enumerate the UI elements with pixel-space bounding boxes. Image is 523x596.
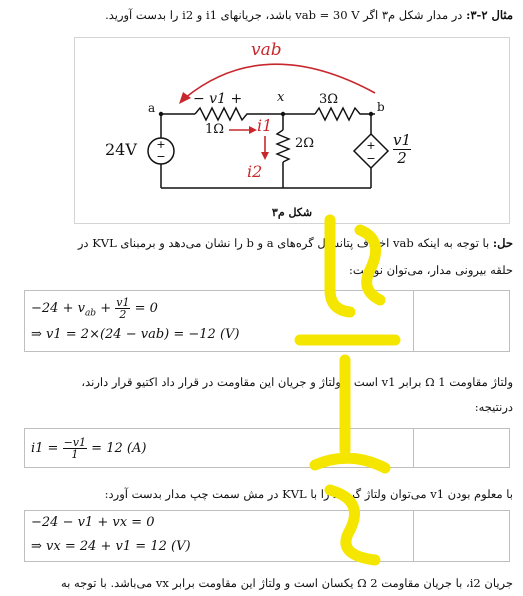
svg-text:+: +	[366, 139, 376, 152]
solution-text-1: با توجه به اینکه vab اختلاف پتانسیل گره‌های a و b را نشان می‌دهد و برمبنای KVL در	[77, 236, 490, 250]
problem-title: مثال ۲-۳:	[466, 8, 513, 22]
r1-label: 1Ω	[205, 122, 225, 137]
eq1-part-c: = 0	[130, 301, 158, 316]
eq2-fraction	[63, 437, 87, 460]
node-x-label: x	[277, 90, 285, 105]
i1-label: i1	[257, 116, 273, 135]
solution-text-5: با معلوم بودن v1 می‌توان ولتاژ گره x را با KVL در مش سمت چپ مدار بدست آورد:	[104, 487, 513, 501]
eq2-frac-num: −v1	[63, 436, 87, 449]
r2-resistor	[277, 130, 289, 162]
eq1-sub: ab	[84, 308, 97, 319]
i2-label: i2	[247, 162, 263, 181]
dep-source-num: v1	[393, 131, 412, 149]
v1-label: − v1 +	[193, 91, 243, 107]
eq1-frac-num: v1	[116, 296, 130, 309]
r2-label: 2Ω	[295, 136, 315, 151]
svg-text:−: −	[156, 150, 166, 163]
eq1-fraction	[115, 297, 130, 320]
i2-arrow	[261, 152, 269, 160]
equation-1-line-1	[31, 297, 158, 320]
eq2-prefix: i1 =	[31, 441, 63, 456]
solution-text-2: حلقه بیرونی مدار، می‌توان نوشت:	[348, 263, 513, 277]
circuit-diagram	[75, 38, 509, 223]
eq2-frac-den: 1	[71, 448, 79, 461]
circuit-figure	[74, 37, 510, 224]
r3-label: 3Ω	[319, 92, 339, 107]
solution-paragraph-1	[10, 234, 513, 253]
equation-3-line-1: −24 − v1 + vx = 0	[31, 515, 155, 530]
problem-statement	[10, 6, 513, 25]
equation-divider	[413, 291, 414, 351]
figure-caption: شکل م۳	[271, 206, 313, 219]
equation-box-2	[24, 428, 510, 468]
equation-box-3	[24, 510, 510, 562]
problem-text: در مدار شکل م۳ اگر vab = 30 V باشد، جریانهای i1 و i2 را بدست آورید.	[105, 8, 463, 22]
node-a-dot	[159, 112, 163, 116]
dep-source-label	[393, 132, 411, 167]
source-label: 24V	[105, 140, 137, 159]
r1-resistor	[195, 108, 251, 120]
svg-text:+: +	[156, 138, 166, 151]
node-b-dot	[369, 112, 373, 116]
equation-divider	[413, 511, 414, 561]
solution-text-6: جریان i2، با جریان مقاومت 2 Ω یکسان است و ولتاژ این مقاومت برابر vx می‌باشد. با توجه به	[60, 576, 513, 590]
eq1-part-b: +	[96, 301, 116, 316]
vab-label: vab	[251, 40, 282, 60]
node-x-dot	[281, 112, 285, 116]
equation-box-1	[24, 290, 510, 352]
r3-resistor	[315, 108, 363, 120]
equation-1-line-2: ⇒ v1 = 2×(24 − vab) = −12 (V)	[31, 327, 240, 342]
equation-2	[31, 437, 146, 460]
i1-arrow	[249, 126, 257, 134]
eq1-frac-den: 2	[119, 308, 127, 321]
solution-title: حل:	[492, 236, 513, 250]
dep-source-den: 2	[397, 149, 407, 167]
solution-text-3: ولتاژ مقاومت 1 Ω برابر v1 است و ولتاژ و جریان این مقاومت در قرار داد اکتیو قرار دارند،	[81, 375, 513, 389]
eq2-suffix: = 12 (A)	[91, 441, 147, 456]
eq1-part-a: −24 + v	[31, 301, 85, 316]
node-b-label: b	[377, 100, 385, 114]
equation-3-line-2: ⇒ vx = 24 + v1 = 12 (V)	[31, 539, 191, 554]
node-a-label: a	[148, 101, 156, 115]
svg-text:−: −	[366, 152, 376, 165]
solution-text-4: درنتیجه:	[474, 400, 513, 414]
equation-divider	[413, 429, 414, 467]
